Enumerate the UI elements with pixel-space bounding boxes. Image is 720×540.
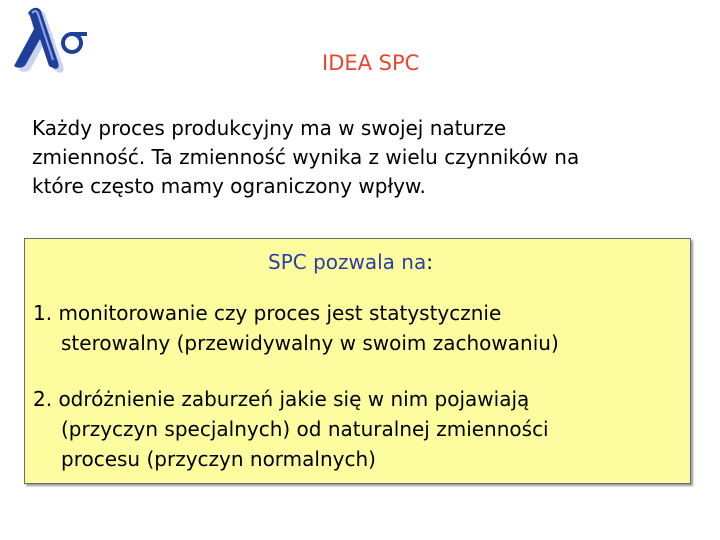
sigma-shape — [63, 32, 87, 52]
list-item-line: 2. odróżnienie zaburzeń jakie się w nim pojawiają — [33, 387, 530, 411]
intro-paragraph — [32, 114, 702, 201]
list-item — [33, 384, 549, 474]
spc-benefits-box — [24, 238, 691, 484]
list-item-line: (przyczyn specjalnych) od naturalnej zmienności — [61, 417, 549, 441]
list-item-line: 1. monitorowanie czy proces jest statystycznie — [33, 301, 502, 325]
box-heading — [268, 249, 433, 275]
list-item-line: sterowalny (przewidywalny w swoim zachowaniu) — [61, 331, 559, 355]
list-item — [33, 298, 559, 358]
intro-line: które często mamy ograniczony wpływ. — [32, 174, 426, 198]
box-heading-text: SPC pozwala na — [268, 250, 427, 274]
list-item-line: procesu (przyczyn normalnych) — [61, 447, 376, 471]
intro-line: zmienność. Ta zmienność wynika z wielu czynników na — [32, 145, 580, 169]
box-heading-colon: : — [426, 250, 433, 274]
intro-line: Każdy proces produkcyjny ma w swojej naturze — [32, 116, 507, 140]
page-title — [322, 50, 419, 76]
page-title-text: IDEA SPC — [322, 51, 420, 75]
lambda-sigma-logo-icon — [6, 4, 90, 74]
